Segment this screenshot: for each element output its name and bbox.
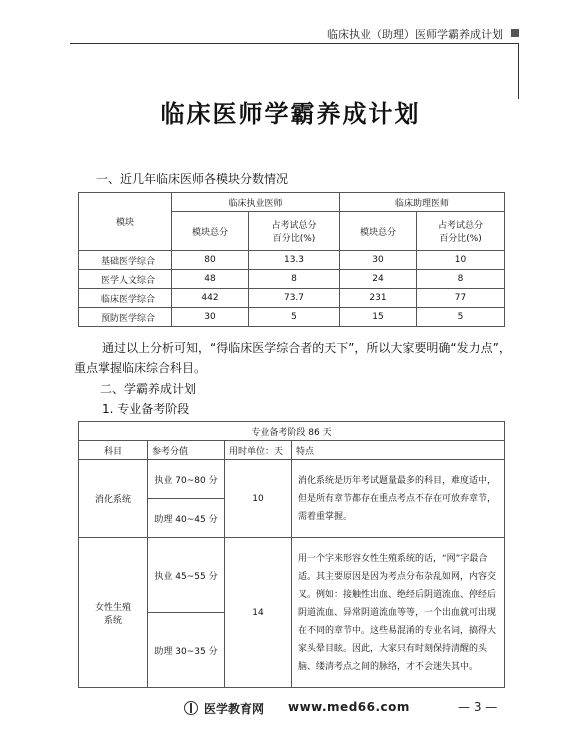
table-row: 女性生殖 系统 执业 45~55 分 14 用一个字来形容女性生殖系统的话，“网”字最合适。其主要原因是因为考点分布杂乱如网，内容交叉。例如：接触性出血、绝经后阴道流血、停经后阴道流血、异常阴道流血等等，一个出血就可出现在不同的章节中。这些易混淆的专业名词，搞得大家头晕目眩。因此，大家只有时刻保持清醒的头脑、缕清考点之间的脉络，才不会迷失其中。: [79, 538, 505, 613]
col-subject: 科目: [79, 441, 148, 460]
footer-brand: 医学教育网: [204, 702, 265, 716]
sub-pct-asst: 占考试总分 百分比(%): [417, 212, 505, 251]
col-module: 模块: [79, 193, 172, 251]
col-feature: 特点: [292, 441, 505, 460]
header-rule: [70, 43, 519, 44]
group-asst: 临床助理医师: [340, 193, 505, 212]
table-row: 预防医学综合 30 5 15 5: [79, 308, 505, 327]
med66-logo-icon: [184, 701, 198, 715]
page-footer: [0, 700, 581, 720]
running-header-title: 临床执业（助理）医师学霸养成计划: [327, 28, 503, 41]
table-row: 基础医学综合 80 13.3 30 10: [79, 251, 505, 270]
table-row: 助理 30~35 分: [79, 613, 505, 688]
header-vertical-rule: [518, 43, 519, 99]
study-plan-table: [78, 421, 505, 688]
section1-heading: 一、近几年临床医师各模块分数情况: [96, 172, 289, 186]
col-days: 用时单位：天: [225, 441, 292, 460]
table-row: 临床医学综合 442 73.7 231 77: [79, 289, 505, 308]
table-row: 医学人文综合 48 8 24 8: [79, 270, 505, 289]
sub-pct-exec: 占考试总分 百分比(%): [249, 212, 340, 251]
footer-url: www.med66.com: [288, 700, 410, 714]
header-square-mark: [511, 29, 519, 37]
page-title: 临床医师学霸养成计划: [160, 100, 421, 128]
col-ref: 参考分值: [148, 441, 225, 460]
page-header: [0, 24, 581, 46]
analysis-paragraph: 通过以上分析可知，“得临床医学综合者的天下”，所以大家要明确“发力点”， 重点掌握临床综合科目。: [74, 341, 511, 375]
module-score-table: [78, 192, 505, 327]
group-exec: 临床执业医师: [172, 193, 340, 212]
section2-heading: 二、学霸养成计划: [100, 382, 197, 396]
table-row: 助理 40~45 分: [79, 499, 505, 538]
sub-score-asst: 模块总分: [340, 212, 417, 251]
page-number: — 3 —: [458, 700, 498, 714]
plan-caption: 专业备考阶段 86 天: [79, 422, 505, 441]
section2-subheading: 1. 专业备考阶段: [102, 402, 190, 416]
table-row: 消化系统 执业 70~80 分 10 消化系统是历年考试题量最多的科目，难度适中，但是所有章节都存在重点考点不存在可放弃章节，需着重掌握。: [79, 460, 505, 499]
sub-score-exec: 模块总分: [172, 212, 249, 251]
